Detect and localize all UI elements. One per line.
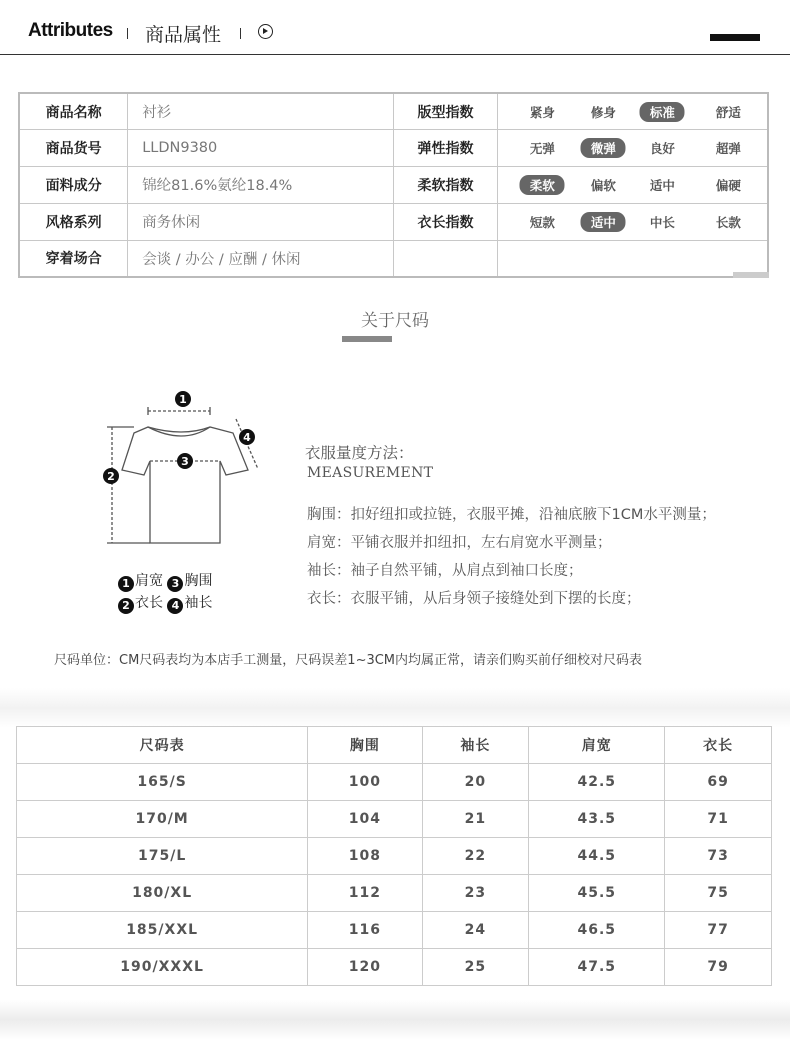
table-row — [17, 801, 772, 838]
index-option: 舒适 — [715, 104, 741, 120]
attr-value: 商务休闲 — [128, 203, 393, 240]
attr-value: 衬衫 — [128, 93, 393, 130]
index-option: 偏硬 — [715, 177, 741, 193]
index-options — [498, 167, 768, 204]
empty-cell — [393, 240, 498, 277]
marker-2: 2 — [107, 470, 115, 483]
header-accent-bar — [710, 34, 760, 41]
attr-value: 锦纶81.6%氨纶18.4% — [128, 167, 393, 204]
table-row — [17, 949, 772, 986]
index-option-selected: 适中 — [581, 212, 626, 232]
tshirt-measurement-diagram — [98, 385, 268, 555]
index-option: 偏软 — [590, 177, 616, 193]
size-cell: 77 — [665, 912, 772, 949]
size-cell: 79 — [665, 949, 772, 986]
diagram-legend-row — [118, 592, 212, 614]
size-cell: 21 — [422, 801, 529, 838]
size-unit-note: 尺码单位：CM尺码表均为本店手工测量，尺码误差1~3CM内均属正常，请亲们购买前仔细校对尺码表 — [54, 653, 643, 668]
diagram-legend-row — [118, 570, 212, 592]
index-label: 版型指数 — [393, 93, 498, 130]
size-cell: 180/XL — [17, 875, 308, 912]
marker-3: 3 — [181, 455, 189, 468]
measurement-subtitle: MEASUREMENT — [307, 465, 434, 481]
legend-number: 4 — [167, 598, 183, 614]
size-cell: 116 — [308, 912, 422, 949]
size-header-cell: 肩宽 — [529, 727, 665, 764]
size-cell: 22 — [422, 838, 529, 875]
size-chart-header — [17, 727, 772, 764]
size-header-cell: 衣长 — [665, 727, 772, 764]
attributes-header — [0, 0, 790, 55]
size-cell: 71 — [665, 801, 772, 838]
attr-label: 穿着场合 — [19, 240, 128, 277]
index-option: 良好 — [649, 141, 675, 157]
attr-label: 商品名称 — [19, 93, 128, 130]
size-cell: 175/L — [17, 838, 308, 875]
size-cell: 104 — [308, 801, 422, 838]
size-cell: 112 — [308, 875, 422, 912]
index-option: 长款 — [715, 214, 741, 230]
index-option: 修身 — [590, 104, 616, 120]
table-row — [17, 875, 772, 912]
marker-1: 1 — [179, 393, 187, 406]
table-row — [17, 764, 772, 801]
size-header-cell: 袖长 — [422, 727, 529, 764]
index-option-selected: 柔软 — [520, 175, 565, 195]
measurement-line: 衣长：衣服平铺，从后身领子接缝处到下摆的长度； — [307, 591, 641, 607]
index-option: 短款 — [529, 214, 555, 230]
size-section-title: 关于尺码 — [361, 311, 429, 331]
size-chart — [16, 726, 772, 988]
size-cell: 170/M — [17, 801, 308, 838]
table-row — [17, 912, 772, 949]
size-chart-table — [16, 726, 772, 986]
index-label: 弹性指数 — [393, 130, 498, 167]
attr-value: LLDN9380 — [128, 130, 393, 167]
size-cell: 120 — [308, 949, 422, 986]
size-cell: 73 — [665, 838, 772, 875]
index-option-selected: 微弹 — [581, 138, 626, 158]
legend-label: 胸围 — [184, 573, 213, 589]
size-cell: 20 — [422, 764, 529, 801]
size-cell: 25 — [422, 949, 529, 986]
index-option: 超弹 — [715, 141, 741, 157]
section-underline — [342, 336, 392, 342]
legend-label: 衣长 — [135, 595, 163, 611]
size-cell: 108 — [308, 838, 422, 875]
header-divider — [127, 28, 128, 39]
size-cell: 185/XXL — [17, 912, 308, 949]
index-option: 中长 — [649, 214, 675, 230]
index-option: 紧身 — [529, 104, 555, 120]
size-cell: 42.5 — [529, 764, 665, 801]
index-option-selected: 标准 — [640, 102, 685, 122]
attribute-table — [18, 92, 769, 278]
attribute-row — [19, 240, 768, 277]
header-title-cn: 商品属性 — [145, 24, 222, 46]
header-title-en: Attributes — [28, 20, 113, 41]
legend-label: 肩宽 — [135, 573, 163, 589]
size-cell: 47.5 — [529, 949, 665, 986]
attr-label: 商品货号 — [19, 130, 128, 167]
shadow-band — [0, 688, 790, 728]
measurement-line: 肩宽：平铺衣服并扣纽扣，左右肩宽水平测量； — [307, 535, 612, 551]
table-row — [17, 838, 772, 875]
legend-number: 3 — [167, 576, 183, 592]
size-cell: 23 — [422, 875, 529, 912]
circle-arrow-right-icon — [258, 24, 273, 39]
size-cell: 24 — [422, 912, 529, 949]
attribute-row — [19, 167, 768, 204]
index-label: 衣长指数 — [393, 203, 498, 240]
size-cell: 75 — [665, 875, 772, 912]
size-cell: 100 — [308, 764, 422, 801]
size-cell: 46.5 — [529, 912, 665, 949]
legend-number: 1 — [118, 576, 134, 592]
attribute-row — [19, 203, 768, 240]
index-options — [498, 203, 768, 240]
table-shadow — [733, 272, 769, 278]
index-option: 无弹 — [529, 141, 555, 157]
header-divider — [240, 28, 241, 39]
legend-label: 袖长 — [184, 595, 213, 611]
measurement-title: 衣服量度方法： — [305, 444, 414, 462]
size-header-cell: 尺码表 — [17, 727, 308, 764]
attr-label: 风格系列 — [19, 203, 128, 240]
attribute-row — [19, 130, 768, 167]
size-cell: 69 — [665, 764, 772, 801]
measurement-line: 胸围：扣好纽扣或拉链，衣服平摊，沿袖底腋下1CM水平测量； — [307, 507, 716, 523]
size-cell: 45.5 — [529, 875, 665, 912]
shadow-band — [0, 1000, 790, 1040]
attr-label: 面料成分 — [19, 167, 128, 204]
index-options — [498, 130, 768, 167]
empty-cell — [498, 240, 768, 277]
measurement-line: 袖长：袖子自然平铺，从肩点到袖口长度； — [307, 563, 583, 579]
size-cell: 165/S — [17, 764, 308, 801]
index-option: 适中 — [649, 177, 675, 193]
attribute-row — [19, 93, 768, 130]
index-label: 柔软指数 — [393, 167, 498, 204]
marker-4: 4 — [243, 431, 251, 444]
size-cell: 43.5 — [529, 801, 665, 838]
index-options — [498, 93, 768, 130]
size-cell: 44.5 — [529, 838, 665, 875]
attr-value: 会谈 / 办公 / 应酬 / 休闲 — [128, 240, 393, 277]
legend-number: 2 — [118, 598, 134, 614]
size-header-cell: 胸围 — [308, 727, 422, 764]
size-cell: 190/XXXL — [17, 949, 308, 986]
